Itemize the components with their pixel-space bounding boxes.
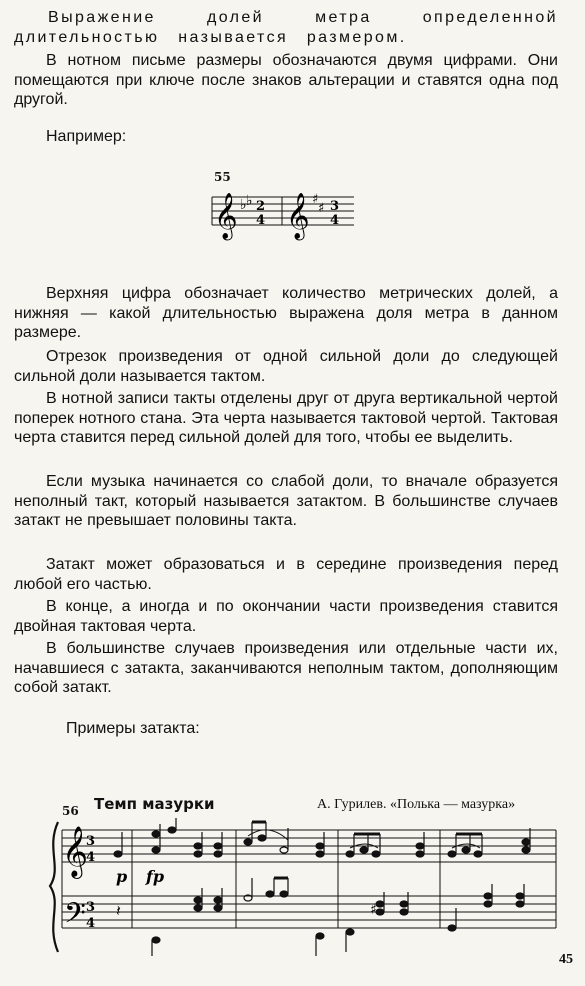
composer-attribution: А. Гурилев. «Полька — мазурка»: [317, 797, 516, 812]
svg-text:𝄽: 𝄽: [116, 901, 121, 920]
page-number: 45: [559, 952, 573, 967]
paragraph-size-definition: [14, 8, 558, 47]
treble-clef-icon: [286, 193, 310, 241]
paragraph-incomplete-measure: В большинстве случаев произведения или отдельные части их, начавшиеся с затакта, заканчиваются неполным тактом, дополняющим собой затакт.: [14, 640, 558, 697]
time-signature-bottom: 4: [86, 916, 96, 931]
time-signature-top: 3: [86, 834, 96, 849]
svg-text:𝄞: 𝄞: [214, 193, 238, 239]
brace-icon: [50, 822, 58, 952]
paragraph-double-barline: В конце, а иногда и по окончании части произведения ставится двойная тактовая черта.: [14, 598, 558, 635]
svg-text:𝄞: 𝄞: [286, 193, 310, 239]
flat-sign-icon: ♭: [240, 197, 247, 213]
paragraph-meter-digits: Верхняя цифра обозначает количество метрических долей, а нижняя — какой длительностью выражена доля метра в данном размере.: [14, 285, 558, 342]
treble-clef-icon: [214, 193, 238, 241]
sharp-sign-icon: ♯: [370, 902, 377, 918]
time-signature-bottom: 4: [86, 850, 96, 865]
anacrusis-examples-label: Примеры затакта:: [66, 720, 200, 737]
time-signature-top: 2: [256, 199, 266, 214]
dynamic-piano: p: [116, 867, 128, 886]
time-signature-top: 3: [86, 900, 96, 915]
svg-text:♯: ♯: [318, 201, 325, 216]
dynamic-fortepiano: fp: [146, 867, 165, 886]
tempo-marking: Темп мазурки: [94, 795, 215, 813]
paragraph-notation: В нотном письме размеры обозначаются двумя цифрами. Они помещаются при ключе после знаков альтерации и ставятся одна под другой.: [14, 52, 558, 109]
bass-notes: [116, 878, 524, 956]
time-signature-bottom: 4: [256, 213, 266, 228]
example-number: 55: [214, 170, 231, 184]
time-signature-bottom: 4: [330, 213, 340, 228]
example-label: Например:: [46, 128, 127, 145]
svg-text:♭: ♭: [246, 193, 253, 209]
time-signature-top: 3: [330, 199, 340, 214]
paragraph-measure: Отрезок произведения от одной сильной доли до следующей сильной доли называется тактом.: [14, 348, 558, 385]
time-signature-example: [210, 185, 356, 243]
piano-score: [48, 818, 560, 958]
example-number: 56: [62, 804, 79, 818]
paragraph-anacrusis: Если музыка начинается со слабой доли, то вначале образуется неполный такт, который называется затактом. В большинстве случаев затакт не превышает половины такта.: [14, 473, 558, 530]
sharp-sign-icon: ♯: [312, 192, 319, 207]
paragraph-anacrusis-middle: Затакт может образоваться и в середине произведения перед любой его частью.: [14, 556, 558, 593]
treble-clef-icon: 𝄞: [62, 826, 89, 877]
paragraph-text: Выражение долей метра определенной длительностью называется размером.: [14, 9, 558, 46]
bass-clef-icon: 𝄢: [64, 897, 86, 937]
paragraph-barline: В нотной записи такты отделены друг от друга вертикальной чертой поперек нотного стана. Эта черта называется тактовой чертой. Тактовая черта ставится перед сильной долей для того, чтобы ее выделить.: [14, 390, 558, 447]
